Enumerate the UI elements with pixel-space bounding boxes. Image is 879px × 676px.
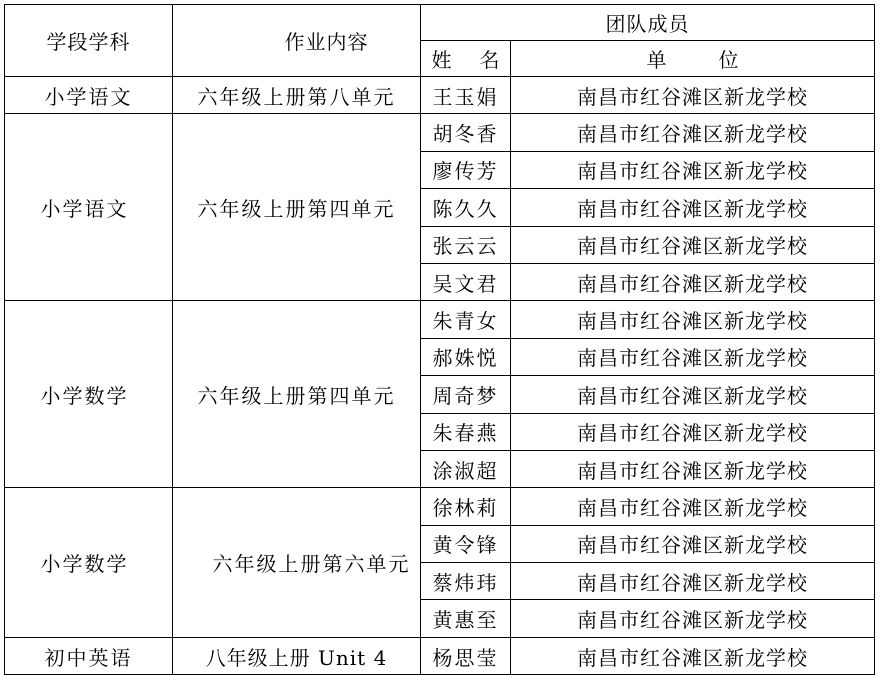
member-name: 吴文君 xyxy=(421,263,511,300)
member-name: 黄惠至 xyxy=(421,600,511,637)
table-row xyxy=(5,301,875,338)
member-name: 黄令锋 xyxy=(421,525,511,562)
member-name: 胡冬香 xyxy=(421,114,511,151)
member-unit: 南昌市红谷滩区新龙学校 xyxy=(511,525,875,562)
member-unit: 南昌市红谷滩区新龙学校 xyxy=(511,600,875,637)
header-name-char-2: 名 xyxy=(479,48,500,72)
content-cell: 六年级上册第六单元 xyxy=(173,488,421,638)
header-team xyxy=(421,5,875,41)
team-member-table xyxy=(4,4,875,675)
member-name: 朱青女 xyxy=(421,301,511,338)
member-unit: 南昌市红谷滩区新龙学校 xyxy=(511,226,875,263)
member-name: 蔡炜玮 xyxy=(421,563,511,600)
member-unit: 南昌市红谷滩区新龙学校 xyxy=(511,488,875,525)
member-unit: 南昌市红谷滩区新龙学校 xyxy=(511,637,875,674)
subject-cell: 小学语文 xyxy=(5,114,173,301)
member-unit: 南昌市红谷滩区新龙学校 xyxy=(511,413,875,450)
table-row xyxy=(5,488,875,525)
header-subject-label: 学段学科 xyxy=(46,30,131,54)
table-row xyxy=(5,77,875,114)
subject-cell: 小学数学 xyxy=(5,301,173,488)
member-unit: 南昌市红谷滩区新龙学校 xyxy=(511,189,875,226)
member-unit: 南昌市红谷滩区新龙学校 xyxy=(511,263,875,300)
subject-cell: 小学数学 xyxy=(5,488,173,638)
member-name: 徐林莉 xyxy=(421,488,511,525)
header-unit xyxy=(511,41,875,77)
header-subject xyxy=(5,5,173,77)
member-name: 张云云 xyxy=(421,226,511,263)
header-name-char-1: 姓 xyxy=(431,48,452,72)
member-name: 廖传芳 xyxy=(421,151,511,188)
member-unit: 南昌市红谷滩区新龙学校 xyxy=(511,450,875,487)
member-name: 杨思莹 xyxy=(421,637,511,674)
header-name xyxy=(421,41,511,77)
member-name: 涂淑超 xyxy=(421,450,511,487)
content-cell: 六年级上册第四单元 xyxy=(173,301,421,488)
table-body xyxy=(5,5,875,675)
header-unit-char-2: 位 xyxy=(718,48,739,72)
content-cell: 八年级上册 Unit 4 xyxy=(173,637,421,674)
member-unit: 南昌市红谷滩区新龙学校 xyxy=(511,563,875,600)
member-name: 周奇梦 xyxy=(421,376,511,413)
header-content-label: 作业内容 xyxy=(284,30,369,54)
member-unit: 南昌市红谷滩区新龙学校 xyxy=(511,77,875,114)
content-cell: 六年级上册第八单元 xyxy=(173,77,421,114)
member-name: 朱春燕 xyxy=(421,413,511,450)
table-row xyxy=(5,637,875,674)
header-team-label: 团队成员 xyxy=(605,12,690,36)
member-unit: 南昌市红谷滩区新龙学校 xyxy=(511,376,875,413)
member-name: 郝姝悦 xyxy=(421,338,511,375)
table-row xyxy=(5,114,875,151)
member-name: 王玉娟 xyxy=(421,77,511,114)
member-name: 陈久久 xyxy=(421,189,511,226)
member-unit: 南昌市红谷滩区新龙学校 xyxy=(511,151,875,188)
member-unit: 南昌市红谷滩区新龙学校 xyxy=(511,338,875,375)
header-row xyxy=(5,5,875,41)
header-unit-char-1: 单 xyxy=(646,48,667,72)
content-cell: 六年级上册第四单元 xyxy=(173,114,421,301)
subject-cell: 小学语文 xyxy=(5,77,173,114)
subject-cell: 初中英语 xyxy=(5,637,173,674)
member-unit: 南昌市红谷滩区新龙学校 xyxy=(511,114,875,151)
member-unit: 南昌市红谷滩区新龙学校 xyxy=(511,301,875,338)
header-content xyxy=(173,5,421,77)
